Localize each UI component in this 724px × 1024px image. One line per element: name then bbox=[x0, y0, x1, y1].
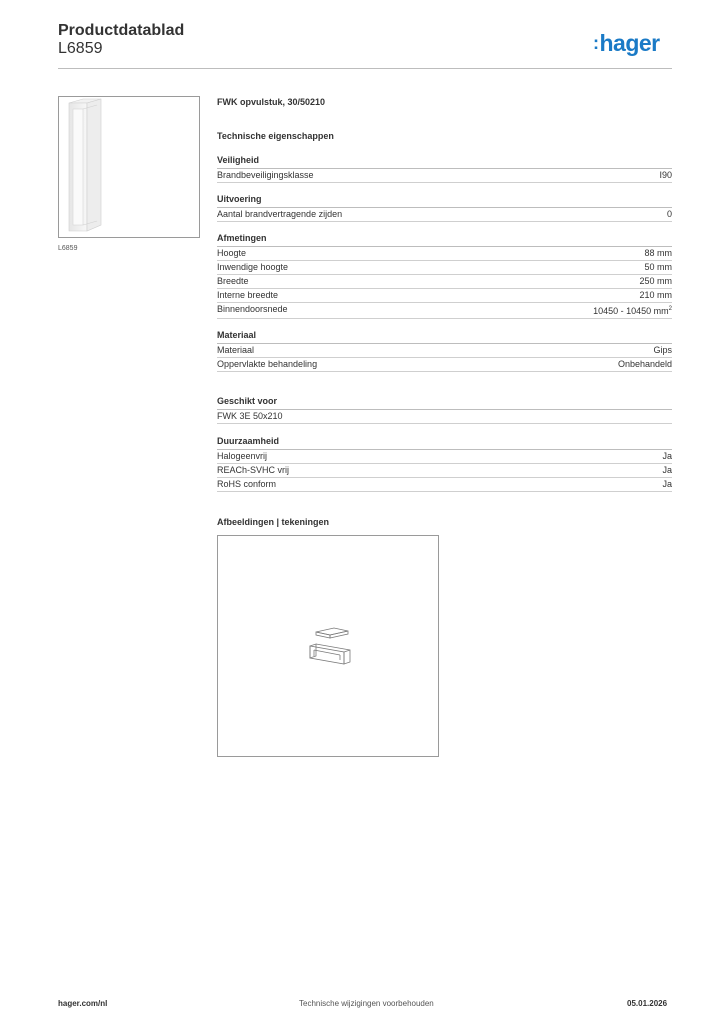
spec-value: Ja bbox=[662, 451, 672, 461]
spec-value: Gips bbox=[653, 345, 672, 355]
section-uitvoering bbox=[217, 194, 672, 222]
spec-row bbox=[217, 358, 672, 372]
section-veiligheid bbox=[217, 155, 672, 183]
section-geschikt-voor bbox=[217, 396, 672, 424]
spec-value: 0 bbox=[666, 209, 672, 219]
section-title: Duurzaamheid bbox=[217, 436, 672, 450]
section-afmetingen bbox=[217, 233, 672, 319]
spec-row bbox=[217, 247, 672, 261]
spec-label: Interne breedte bbox=[217, 290, 279, 300]
section-title: Uitvoering bbox=[217, 194, 672, 208]
spec-value: Ja bbox=[662, 479, 672, 489]
spec-label: Inwendige hoogte bbox=[217, 262, 289, 272]
spec-label: REACh-SVHC vrij bbox=[217, 465, 290, 475]
spec-value: 10450 - 10450 $mm^2$ bbox=[593, 306, 672, 316]
footer-disclaimer: Technische wijzigingen voorbehouden bbox=[299, 999, 434, 1008]
spec-label: Breedte bbox=[217, 276, 249, 286]
spec-value: 250 mm bbox=[639, 276, 672, 286]
spec-row bbox=[217, 410, 672, 424]
spec-row bbox=[217, 450, 672, 464]
product-code: L6859 bbox=[58, 40, 103, 57]
spec-label: Brandbeveiligingsklasse bbox=[217, 170, 314, 180]
spec-value: Onbehandeld bbox=[617, 359, 672, 369]
page-title: Productdatablad bbox=[58, 22, 185, 39]
spec-row bbox=[217, 261, 672, 275]
spec-row bbox=[217, 303, 672, 319]
spec-row bbox=[217, 464, 672, 478]
product-thumbnail bbox=[58, 96, 200, 238]
spec-row bbox=[217, 344, 672, 358]
spec-label: RoHS conform bbox=[217, 479, 277, 489]
section-title: Afmetingen bbox=[217, 233, 672, 247]
technical-drawing bbox=[217, 535, 439, 757]
spec-row bbox=[217, 289, 672, 303]
spec-label: Binnendoorsnede bbox=[217, 304, 288, 314]
spec-row bbox=[217, 208, 672, 222]
spec-row bbox=[217, 275, 672, 289]
header-divider bbox=[58, 68, 672, 69]
spec-label: Materiaal bbox=[217, 345, 255, 355]
hager-logo: :hager bbox=[593, 30, 660, 56]
specs-content bbox=[217, 96, 672, 492]
footer-website[interactable]: hager.com/nl bbox=[58, 999, 108, 1008]
thumbnail-caption: L6859 bbox=[58, 245, 78, 252]
footer-date: 05.01.2026 bbox=[627, 999, 668, 1008]
spec-label: Aantal brandvertragende zijden bbox=[217, 209, 343, 219]
section-title: Materiaal bbox=[217, 330, 672, 344]
drawing-illustration bbox=[218, 536, 438, 756]
section-materiaal bbox=[217, 330, 672, 372]
spec-value: 210 mm bbox=[639, 290, 672, 300]
technical-properties-heading: Technische eigenschappen bbox=[217, 131, 334, 141]
spec-value: 88 mm bbox=[644, 248, 672, 258]
spec-value: 50 mm bbox=[644, 262, 672, 272]
spec-row bbox=[217, 169, 672, 183]
frame-illustration bbox=[59, 97, 199, 237]
product-name: FWK opvulstuk, 30/50210 bbox=[217, 97, 326, 107]
section-title: Veiligheid bbox=[217, 155, 672, 169]
spec-row bbox=[217, 478, 672, 492]
drawings-heading: Afbeeldingen | tekeningen bbox=[217, 517, 330, 527]
spec-label: FWK 3E 50x210 bbox=[217, 411, 283, 421]
spec-label: Halogeenvrij bbox=[217, 451, 268, 461]
section-duurzaamheid bbox=[217, 436, 672, 492]
spec-value: I90 bbox=[659, 170, 672, 180]
spec-label: Oppervlakte behandeling bbox=[217, 359, 318, 369]
spec-value: Ja bbox=[662, 465, 672, 475]
section-title: Geschikt voor bbox=[217, 396, 672, 410]
spec-label: Hoogte bbox=[217, 248, 247, 258]
